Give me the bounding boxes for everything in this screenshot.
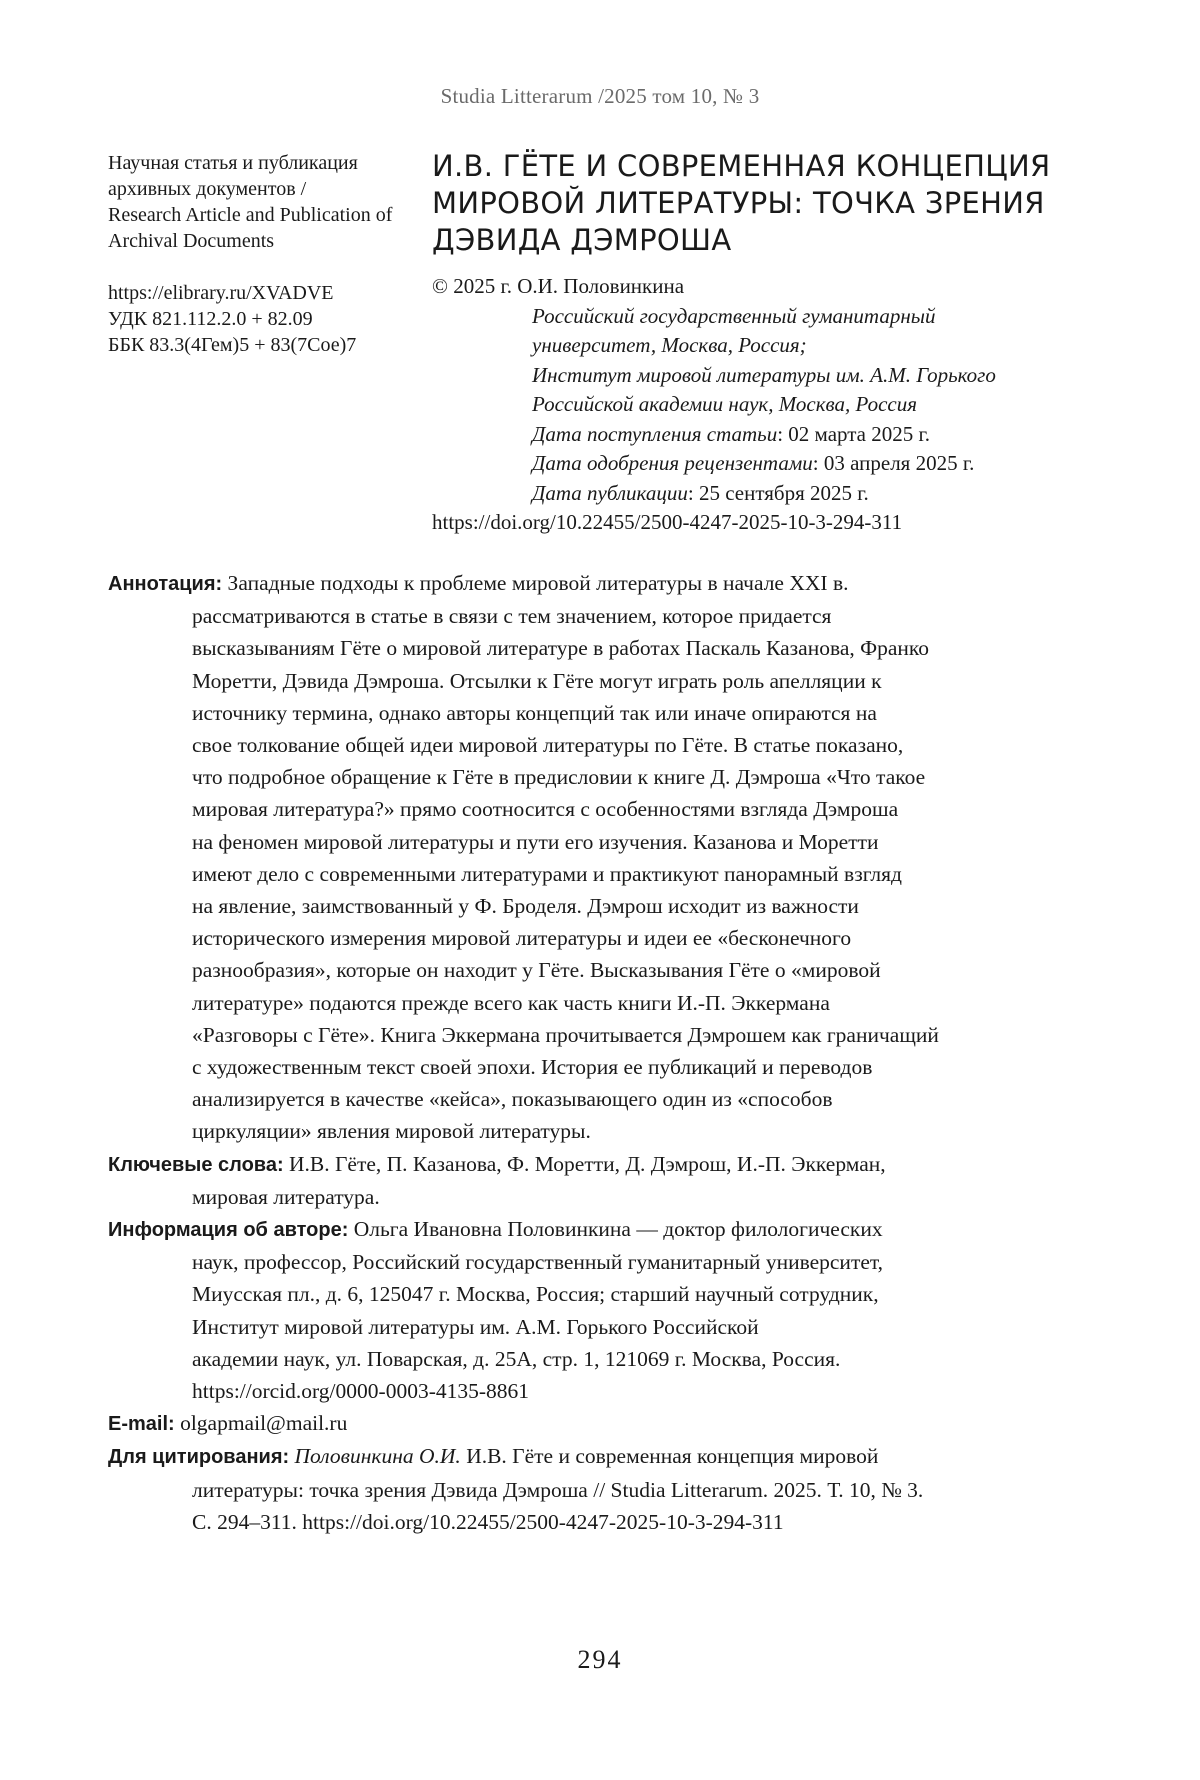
article-metadata <box>108 150 428 358</box>
article-category-line: Archival Documents <box>108 230 275 252</box>
abstract-line: имеют дело с современными литературами и практикуют панорамный взгляд <box>192 861 902 886</box>
abstract-line: разнообразия», которые он находит у Гёте. Высказывания Гёте о «мировой <box>192 958 881 983</box>
email-section <box>108 1407 1068 1440</box>
affiliation-line: Институт мировой литературы им. А.М. Горького <box>532 362 996 387</box>
abstract-line: «Разговоры с Гёте». Книга Эккермана прочитывается Дэмрошем как граничащий <box>192 1022 939 1047</box>
date-value: : 02 марта 2025 г. <box>777 421 930 446</box>
author-info-line: академии наук, ул. Поварская, д. 25А, стр. 1, 121069 г. Москва, Россия. <box>192 1346 841 1371</box>
abstract-line: рассматриваются в статье в связи с тем значением, которое придается <box>192 604 832 629</box>
abstract-line: свое толкование общей идеи мировой литературы по Гёте. В статье показано, <box>192 733 904 758</box>
author-info-line: Миусская пл., д. 6, 125047 г. Москва, Россия; старший научный сотрудник, <box>192 1282 879 1307</box>
title-line: И.В. ГЁТЕ И СОВРЕМЕННАЯ КОНЦЕПЦИЯ <box>432 149 1051 183</box>
citation-line: литературы: точка зрения Дэвида Дэмроша // Studia Litterarum. 2025. Т. 10, № 3. <box>192 1477 924 1502</box>
affiliation-line: университет, Москва, Россия; <box>532 333 807 357</box>
citation-section <box>108 1440 1068 1538</box>
abstract-line: высказываниям Гёте о мировой литературе в работах Паскаль Казанова, Франко <box>192 636 929 661</box>
bbk-code: ББК 83.3(4Гем)5 + 83(7Сое)7 <box>108 334 357 356</box>
date-label: Дата публикации <box>532 480 688 505</box>
abstract-line: на феномен мировой литературы и пути его изучения. Казанова и Моретти <box>192 829 879 854</box>
abstract-line: исторического измерения мировой литературы и идеи ее «бесконечного <box>192 926 852 951</box>
title-line: ДЭВИДА ДЭМРОША <box>432 223 732 257</box>
email-link[interactable]: olgapmail@mail.ru <box>174 1411 348 1436</box>
keywords-line: мировая литература. <box>192 1184 380 1209</box>
elibrary-link[interactable]: https://elibrary.ru/XVADVE <box>108 282 334 304</box>
orcid-link[interactable]: https://orcid.org/0000-0003-4135-8861 <box>192 1379 530 1404</box>
abstract-line: Моретти, Дэвида Дэмроша. Отсылки к Гёте могут играть роль апелляции к <box>192 668 882 693</box>
abstract-line: на явление, заимствованный у Ф. Броделя. Дэмрош исходит из важности <box>192 894 859 919</box>
article-front-matter <box>108 567 1068 1538</box>
abstract-line: что подробное обращение к Гёте в предисловии к книге Д. Дэмроша «Что такое <box>192 765 926 790</box>
citation-line: С. 294–311. https://doi.org/10.22455/2500-4247-2025-10-3-294-311 <box>192 1509 784 1534</box>
abstract-label: Аннотация: <box>108 573 223 595</box>
keywords-label: Ключевые слова: <box>108 1153 284 1176</box>
abstract-line: Западные подходы к проблеме мировой литературы в начале XXI в. <box>222 571 849 595</box>
date-label: Дата одобрения рецензентами <box>532 451 813 475</box>
affiliation-line: Российской академии наук, Москва, Россия <box>532 392 918 416</box>
date-value: : 25 сентября 2025 г. <box>687 480 869 505</box>
abstract-line: мировая литература?» прямо соотносится с особенностями взгляда Дэмроша <box>192 797 899 822</box>
email-label: E-mail: <box>108 1413 175 1436</box>
keywords-line: И.В. Гёте, П. Казанова, Ф. Моретти, Д. Дэмрош, И.-П. Эккерман, <box>283 1151 886 1176</box>
citation-line: И.В. Гёте и современная концепция мировой <box>460 1444 879 1469</box>
author-info-line: Ольга Ивановна Половинкина — доктор филологических <box>348 1217 883 1242</box>
running-head: Studia Litterarum /2025 том 10, № 3 <box>440 84 760 108</box>
article-title <box>432 148 1112 259</box>
date-published <box>432 479 1112 509</box>
author-info-label: Информация об авторе: <box>108 1219 349 1242</box>
author-info-section <box>108 1213 1068 1407</box>
abstract-line: анализируется в качестве «кейса», показывающего один из «способов <box>192 1087 833 1112</box>
title-line: МИРОВОЙ ЛИТЕРАТУРЫ: ТОЧКА ЗРЕНИЯ <box>432 186 1045 220</box>
affiliation-line: Российский государственный гуманитарный <box>532 303 936 328</box>
author-info-line: наук, профессор, Российский государственный гуманитарный университет, <box>192 1250 884 1275</box>
author-info-line: Институт мировой литературы им. А.М. Горького Российской <box>192 1314 759 1339</box>
date-received <box>432 420 1112 450</box>
article-category-line: архивных документов / <box>108 178 307 200</box>
author-block <box>432 272 1112 538</box>
udc-code: УДК 821.112.2.0 + 82.09 <box>108 308 313 330</box>
citation-label: Для цитирования: <box>108 1446 290 1469</box>
doi-link[interactable]: https://doi.org/10.22455/2500-4247-2025-10-3-294-311 <box>432 510 903 534</box>
article-category-line: Research Article and Publication of <box>108 204 393 226</box>
abstract-line: с художественным текст своей эпохи. История ее публикаций и переводов <box>192 1055 873 1080</box>
citation-author: Половинкина О.И. <box>289 1444 461 1469</box>
date-approved <box>432 449 1112 479</box>
date-value: : 03 апреля 2025 г. <box>812 451 975 475</box>
date-label: Дата поступления статьи <box>532 421 778 446</box>
abstract-line: литературе» подаются прежде всего как часть книги И.-П. Эккермана <box>192 990 830 1015</box>
abstract-section <box>108 567 1068 1148</box>
copyright-author: © 2025 г. О.И. Половинкина <box>432 274 685 298</box>
abstract-line: циркуляции» явления мировой литературы. <box>192 1119 591 1144</box>
page-number: 294 <box>577 1645 623 1674</box>
abstract-line: источнику термина, однако авторы концепций так или иначе опираются на <box>192 700 877 725</box>
article-category-line: Научная статья и публикация <box>108 152 358 174</box>
keywords-section <box>108 1148 1068 1213</box>
